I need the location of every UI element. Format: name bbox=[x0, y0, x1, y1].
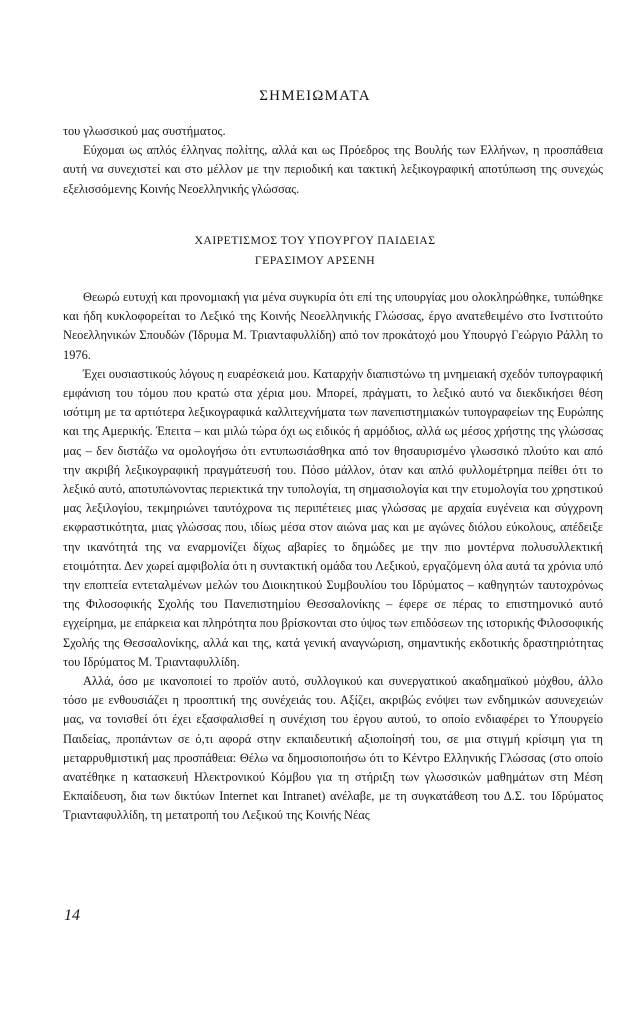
page-number: 14 bbox=[64, 907, 80, 924]
paragraph: Θεωρώ ευτυχή και προνομιακή για μένα συγκυρία ότι επί της υπουργίας μου ολοκληρώθηκε, τυπώθηκε και ήδη κυκλοφορείται το Λεξικό της Κοινής Νεοελληνικής Γλώσσας, έργο ανατεθειμένο στο Ινστιτούτο Νεοελληνικών Σπουδών (Ίδρυμα Μ. Τριανταφυλλίδη) από τον προκάτοχό μου Υπουργό Γεώργιο Ράλλη το 1976. bbox=[63, 290, 603, 362]
section-heading bbox=[0, 231, 630, 270]
paragraph: Έχει ουσιαστικούς λόγους η ευαρέσκειά μου. Καταρχήν διαπιστώνω τη μνημειακή σχεδόν τυπογραφική εμφάνιση του τόμου που κρατώ στα χέρια μου. Μπορεί, πράγματι, το λεξικό αυτό να διεκδικήσει θέση ισότιμη με τα αρτιότερα λεξικογραφικά καλλιτεχνήματα των πανεπιστημιακών τυπογραφείων της Ευρώπης και της Αμερικής. Έπειτα – και μιλώ τώρα όχι ως ειδικός ή αρμόδιος, αλλά ως μέσος χρήστης της γλώσσας μας – δεν διστάζω να ομολογήσω ότι εντυπωσιάσθηκα από τον θησαυρισμένο γλωσσικό πλούτο και από την ακριβή λεξικογραφική πραγμάτευσή του. Πόσο μάλλον, όταν και απλό φυλλομέτρημα πείθει ότι το λεξικό αυτό, αποτυπώνοντας περιεκτικά την τυπολογία, τη σημασιολογία και την ετυμολογία του χρηστικού μας λεξιλογίου, τεκμηριώνει ταυτόχρονα τις περιπέτειες μιας γλώσσας με αρχαία ευγένεια και σύγχρονη εκφραστικότητα, μιας γλώσσας που, ιδίως μέσα στον αιώνα μας και με αγώνες διόλου εύκολους, απέδειξε την ικανότητά της να εναρμονίζει δίχως αβαρίες το δημώδες με την πιο μοντέρνα πολυσυλλεκτική ετοιμότητα. Δεν χωρεί αμφιβολία ότι η συντακτική ομάδα του Λεξικού, εργαζόμενη όλα αυτά τα χρόνια υπό την εποπτεία εντεταλμένων μελών του Διοικητικού Συμβουλίου του Ιδρύματος – καθηγητών ταυτοχρόνως της Φιλοσοφικής Σχολής του Πανεπιστημίου Θεσσαλονίκης – έφερε σε πέρας το επιστημονικό αυτό εγχείρημα, με επάρκεια και πληρότητα που βρίσκονται στο ύψος των επιδόσεων της ιστορικής Φιλοσοφικής Σχολής της Θεσσαλονίκης, αλλά και της, κατά γενική αναγνώριση, σημαντικής εκδοτικής δραστηριότητας του Ιδρύματος Μ. Τριανταφυλλίδη. bbox=[63, 366, 603, 669]
main-text bbox=[63, 288, 603, 826]
continuation-text bbox=[63, 122, 603, 199]
section-heading-title: ΧΑΙΡΕΤΙΣΜΟΣ ΤΟΥ ΥΠΟΥΡΓΟΥ ΠΑΙΔΕΙΑΣ bbox=[194, 233, 436, 247]
section-heading-author: ΓΕΡΑΣΙΜΟΥ ΑΡΣΕΝΗ bbox=[254, 252, 376, 267]
running-head: ΣΗΜΕΙΩΜΑΤΑ bbox=[259, 88, 371, 104]
paragraph: Αλλά, όσο με ικανοποιεί το προϊόν αυτό, συλλογικού και συνεργατικού ακαδημαϊκού μόχθου, άλλο τόσο με ενθουσιάζει η προοπτική της συνέχειάς του. Αξίζει, ακριβώς ενόψει των ενδημικών ασυνεχειών μας, να τονισθεί ότι έχει εξασφαλισθεί η συνέχιση του έργου αυτού, το οποίο ενδιαφέρει το Υπουργείο Παιδείας, προπάντων σε ό,τι αφορά στην εκπαιδευτική αξιοποίησή του, σε μια στιγμή κρίσιμη για τη μεταρρυθμιστική μας προσπάθεια: Θέλω να δημοσιοποιήσω ότι το Κέντρο Ελληνικής Γλώσσας (στο οποίο ανατέθηκε η κατασκευή Ηλεκτρονικού Κόμβου για τη στήριξη των γλωσσικών μαθημάτων στη Μέση Εκπαίδευση, δια των δικτύων Internet και Intranet) ανέλαβε, με τη συγκατάθεση του Δ.Σ. του Ιδρύματος Τριανταφυλλίδη, τη μετατροπή του Λεξικού της Κοινής Νέας bbox=[63, 674, 603, 823]
paragraph-closing-wish: Εύχομαι ως απλός έλληνας πολίτης, αλλά και ως Πρόεδρος της Βουλής των Ελλήνων, η προσπάθεια αυτή να συνεχιστεί και στο μέλλον με την περιοδική και τακτική λεξικογραφική αποτύπωση της συνεχώς εξελισσόμενης Κοινής Νεοελληνικής γλώσσας. bbox=[63, 143, 603, 196]
paragraph-continuation: του γλωσσικού μας συστήματος. bbox=[63, 124, 226, 138]
